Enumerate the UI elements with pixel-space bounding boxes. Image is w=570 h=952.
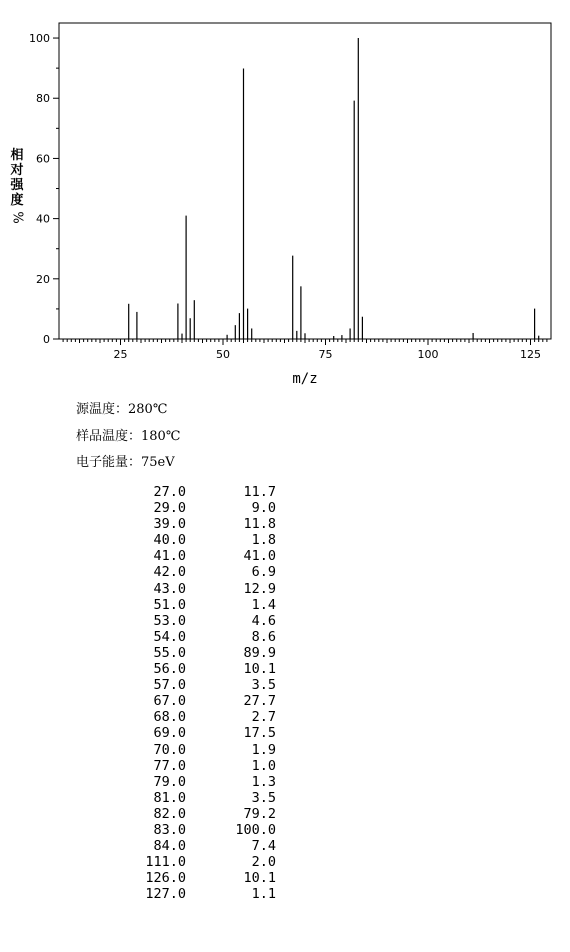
peak-table-row [120,838,276,854]
peak-abundance: 9.0 [251,500,276,517]
peak-mz: 69.0 [153,725,186,742]
peak-abundance: 1.3 [251,773,276,790]
y-axis-label [8,148,26,225]
peak-abundance: 4.6 [251,612,276,629]
x-axis-label: m/z [292,371,318,387]
peak-mz: 83.0 [153,821,186,838]
peak-table [120,484,276,902]
peak-table-row [120,758,276,774]
peak-mz: 39.0 [153,516,186,533]
peak-mz: 29.0 [153,500,186,517]
sample-temperature: 样品温度：180℃ [76,429,181,444]
y-tick-label: 20 [36,272,50,286]
peak-abundance: 3.5 [251,677,276,694]
peak-table-row [120,613,276,629]
peak-mz: 79.0 [153,773,186,790]
peak-abundance: 8.6 [251,628,276,645]
peak-table-row [120,532,276,548]
peak-mz: 41.0 [153,548,186,565]
peak-table-row [120,742,276,758]
peak-abundance: 3.5 [251,789,276,806]
peak-table-row [120,822,276,838]
peak-mz: 81.0 [153,789,186,806]
peak-table-row [120,597,276,613]
peak-abundance: 41.0 [243,548,276,565]
peak-mz: 55.0 [153,644,186,661]
peak-mz: 51.0 [153,596,186,613]
peak-mz: 54.0 [153,628,186,645]
mass-spectrum-chart [0,0,570,395]
peak-abundance: 11.7 [243,484,276,500]
y-tick-label: 100 [29,32,50,46]
x-tick-label: 25 [113,348,128,361]
electron-energy: 电子能量：75eV [76,455,175,470]
peak-table-row [120,870,276,886]
peak-mz: 84.0 [153,838,186,855]
peak-mz: 68.0 [153,709,186,726]
peak-mz: 57.0 [153,677,186,694]
peak-mz: 56.0 [153,661,186,678]
peak-abundance: 2.0 [251,854,276,871]
peak-abundance: 1.9 [251,741,276,758]
peak-abundance: 10.1 [243,870,276,887]
peak-table-row [120,693,276,709]
peak-table-row [120,516,276,532]
peak-mz: 126.0 [145,870,186,887]
peak-table-row [120,774,276,790]
peak-mz: 111.0 [145,854,186,871]
x-tick-label: 100 [417,348,439,361]
peak-table-row [120,806,276,822]
y-tick-label: 0 [43,333,50,346]
peak-abundance: 6.9 [251,564,276,581]
x-tick-label: 125 [520,348,541,361]
peak-abundance: 1.1 [251,886,276,903]
peak-table-row [120,854,276,870]
peak-table-row [120,790,276,806]
peak-table-row [120,709,276,725]
peak-table-row [120,564,276,580]
peak-abundance: 11.8 [243,516,276,533]
x-tick-label: 75 [318,348,333,361]
peak-abundance: 2.7 [251,709,276,726]
y-axis-unit: % [9,211,25,224]
peak-abundance: 79.2 [243,805,276,822]
peak-table-row [120,500,276,516]
peak-table-row [120,661,276,677]
peak-abundance: 1.4 [251,596,276,613]
peak-abundance: 100.0 [235,821,276,838]
source-temperature: 源温度：280℃ [76,402,168,417]
peak-mz: 77.0 [153,757,186,774]
peak-table-row [120,548,276,564]
peak-mz: 43.0 [153,580,186,597]
peak-table-row [120,725,276,741]
plot-frame [59,23,551,339]
y-axis-label-text: 相对强度 [10,148,24,208]
peak-table-row [120,484,276,500]
peak-abundance: 89.9 [243,644,276,661]
y-tick-label: 80 [36,92,50,106]
peak-mz: 27.0 [153,484,186,500]
peak-mz: 42.0 [153,564,186,581]
peak-mz: 67.0 [153,693,186,710]
peak-table-row [120,677,276,693]
peak-mz: 70.0 [153,741,186,758]
peak-table-row [120,645,276,661]
peak-mz: 53.0 [153,612,186,629]
peak-abundance: 10.1 [243,661,276,678]
peak-abundance: 12.9 [243,580,276,597]
peak-abundance: 17.5 [243,725,276,742]
peak-abundance: 7.4 [251,838,276,855]
peak-abundance: 27.7 [243,693,276,710]
x-tick-label: 50 [216,348,230,361]
peak-mz: 82.0 [153,805,186,822]
peak-mz: 40.0 [153,532,186,549]
peak-mz: 127.0 [145,886,186,903]
y-tick-label: 40 [36,212,50,226]
peak-abundance: 1.0 [251,757,276,774]
peak-abundance: 1.8 [251,532,276,549]
peak-table-row [120,581,276,597]
peak-table-row [120,886,276,902]
peak-table-row [120,629,276,645]
y-tick-label: 60 [36,152,50,166]
